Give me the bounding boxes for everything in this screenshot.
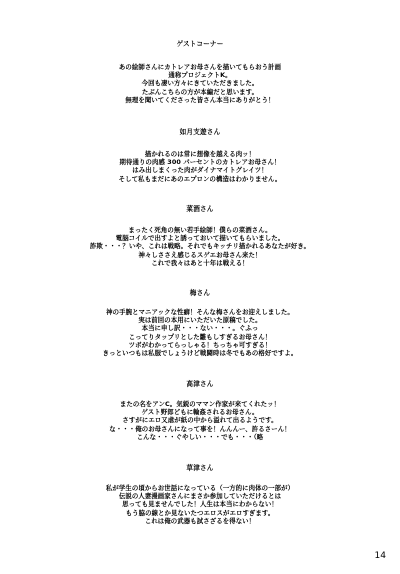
text-line: はみ出しまくった肉がダイナマイトグレイツ！ xyxy=(132,166,268,175)
text-line: たぶんこちらの方が本編だと思います。 xyxy=(141,87,259,96)
section-body-kusatsu xyxy=(40,484,360,525)
text-line: ツボがわかってらっしゃる！ちっちゃ可すぎる！ xyxy=(128,340,272,349)
text-line: 電脳コイルで出すよと誘っておいて描いてもらいました。 xyxy=(115,234,285,243)
text-line: あの絵師さんにカトレアお母さんを描いてもらおう計画 xyxy=(118,63,282,71)
text-line: 実は前回の本用にいただいた原稿でした。 xyxy=(138,316,262,325)
text-line: こってりタップリとした雛もしすぎるお母さん！ xyxy=(128,332,272,341)
text-line: 本当に申し訳・・・ない・・・。ぐふっ xyxy=(141,324,259,333)
section-body-kisaragi xyxy=(40,150,360,183)
text-line: 無理を聞いてくださった皆さん本当にありがとう！ xyxy=(125,95,275,104)
section-body-guest-corner xyxy=(40,63,360,104)
text-line: 描かれるのは常に想像を越える肉ッ！ xyxy=(144,150,256,158)
text-line: これは俺の武器も試さざるを得ない！ xyxy=(144,516,256,525)
section-body-ume xyxy=(40,308,360,357)
text-line: 神の手腕とマニアックな性癖！そんな梅さんをお迎えしました。 xyxy=(106,308,294,316)
text-line: 神々しささえ感じるスゲエお母さん来た！ xyxy=(138,250,262,259)
section-title-ume: 梅さん xyxy=(189,289,211,297)
section-title-guest-corner: ゲストコーナー xyxy=(176,40,224,48)
text-line: 思っても見ませんでした！人生は本当にわからない！ xyxy=(122,500,278,509)
text-line: 期待通りの肉感 300 パーセントのカトレアお母さん！ xyxy=(119,158,281,167)
text-line: きっといつもは私服でしょうけど戦闘時は冬でもあの格好ですよ。 xyxy=(102,349,298,358)
section-title-takatsu: 高津さん xyxy=(186,380,214,388)
section-title-kisaragi: 如月支遊さん xyxy=(179,128,221,136)
text-line: これで我々はあと十年は戦える！ xyxy=(151,258,249,267)
text-line: 詐欺・・・？いや、これは戦略。それでもキッチリ描かれるあなたが好き。 xyxy=(89,242,311,251)
text-line: またの名をアンC。気鋭のママン作家が来てくれたッ！ xyxy=(119,400,281,408)
section-title-nasake: 菜酒さん xyxy=(186,205,214,213)
text-line: 伝説の人妻漫画家さんにまさか参加していただけるとは xyxy=(118,492,282,501)
text-line: 通称プロジェクトK。 xyxy=(168,71,232,80)
section-body-nasake xyxy=(40,226,360,267)
text-line: もう脇の線とか見ないたつエロスがエロすぎます。 xyxy=(125,508,275,517)
text-line: 私が学生の頃からお世話になっている（一方的に肉体の一部が） xyxy=(105,484,295,492)
text-line: な・・・俺のお母さんになって事を！んんんー、許るさーん！ xyxy=(109,424,291,433)
text-line: まったく死角の無い若手絵師！僕らの菜酒さん。 xyxy=(128,226,272,234)
text-line: ゲスト野郎どもに輪姦されるお母さん。 xyxy=(141,408,259,417)
text-line: こんな・・・ぐやしい・・・でも・・・（略 xyxy=(136,432,264,441)
text-line: 今回も凄い方々にきていただきました。 xyxy=(141,79,259,88)
text-line: さすがにエロ又虐が紙の中から溢れて出るようです。 xyxy=(122,416,278,425)
section-title-kusatsu: 草津さん xyxy=(186,464,214,472)
page-number: 14 xyxy=(374,551,386,561)
section-body-takatsu xyxy=(40,400,360,441)
text-line: そして私もまだにあのエプロンの構造はわかりません。 xyxy=(118,174,282,183)
